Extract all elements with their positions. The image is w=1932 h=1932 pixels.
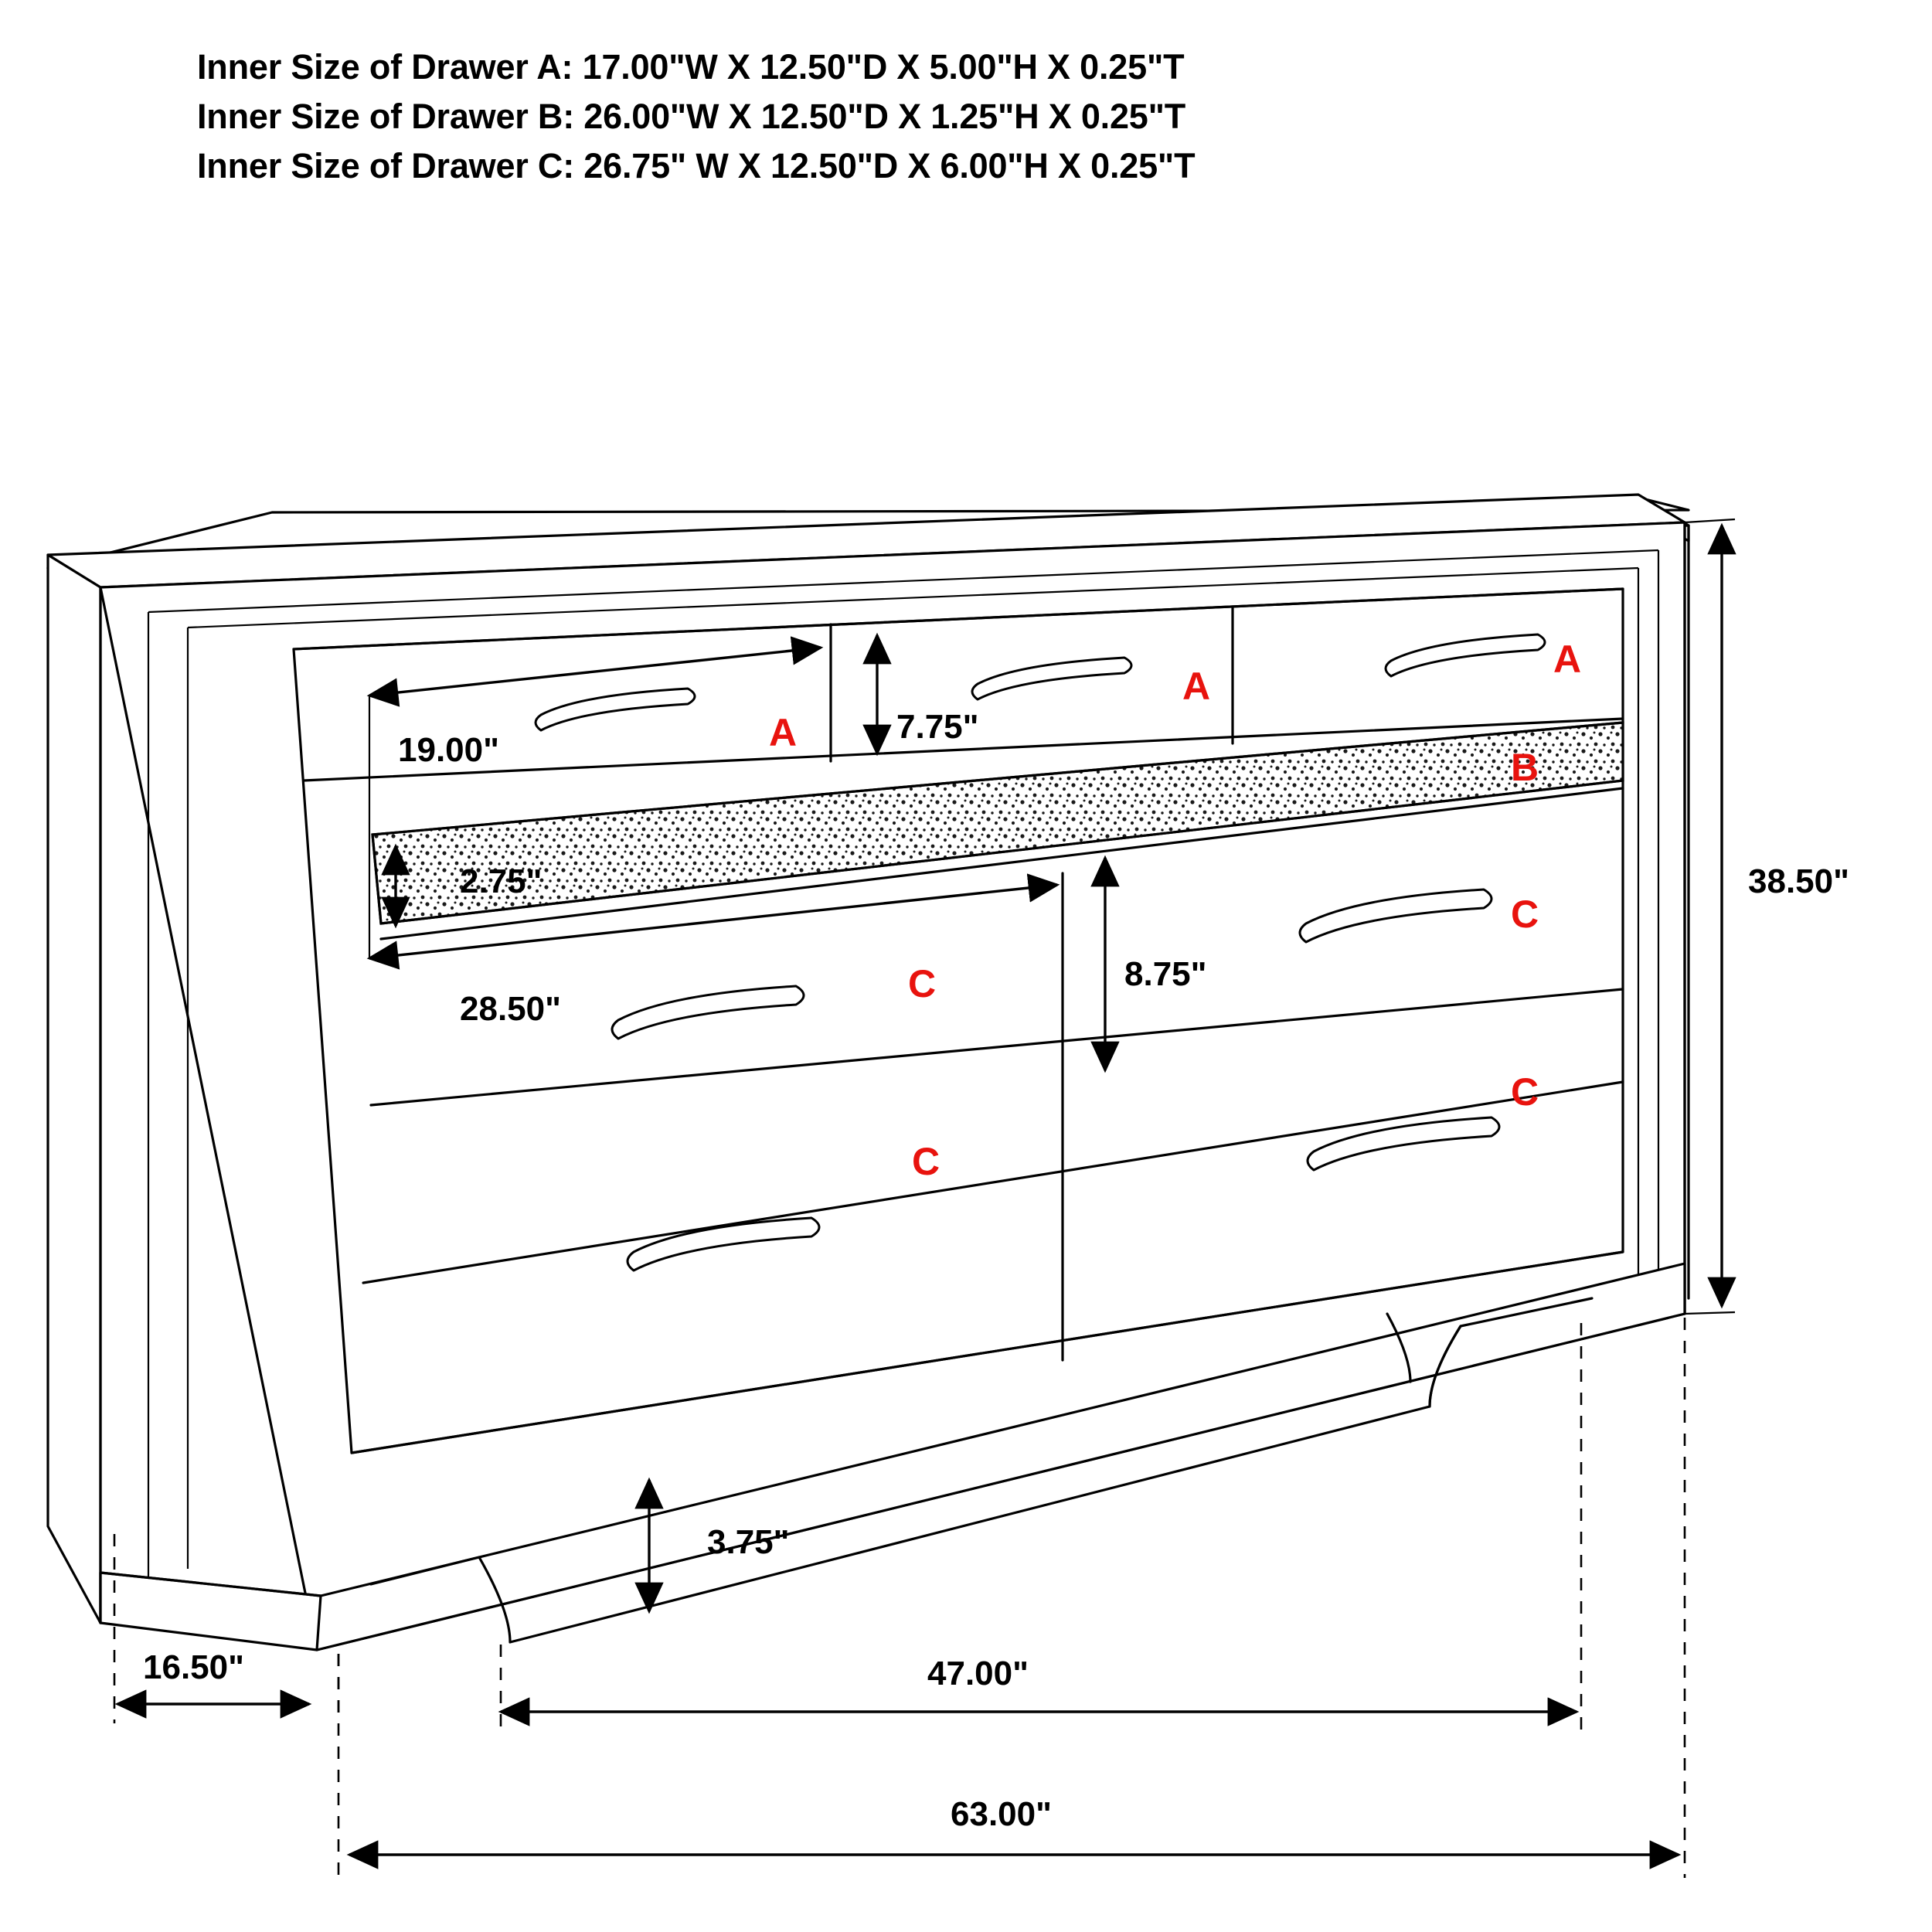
dim-base-clearance: 3.75" bbox=[707, 1523, 790, 1561]
spec-line-drawer-c: Inner Size of Drawer C: 26.75" W X 12.50"D X 6.00"H X 0.25"T bbox=[197, 145, 1196, 185]
label-drawer-c1: C bbox=[1511, 893, 1539, 936]
label-drawer-a2: A bbox=[1182, 665, 1211, 708]
label-drawer-b1: B bbox=[1511, 746, 1539, 789]
label-drawer-a3: A bbox=[1553, 638, 1582, 681]
label-drawer-c2: C bbox=[908, 962, 937, 1005]
spec-line-drawer-b: Inner Size of Drawer B: 26.00"W X 12.50"D X 1.25"H X 0.25"T bbox=[197, 96, 1186, 136]
dim-drawer-c-height: 8.75" bbox=[1124, 955, 1207, 993]
dim-inner-width: 47.00" bbox=[927, 1655, 1029, 1692]
dim-drawer-a-height: 7.75" bbox=[896, 708, 979, 746]
label-drawer-c4: C bbox=[912, 1140, 940, 1183]
dim-depth: 16.50" bbox=[143, 1648, 244, 1686]
dim-total-height: 38.50" bbox=[1748, 862, 1849, 900]
dim-drawer-b-height: 2.75" bbox=[460, 862, 543, 900]
label-drawer-a1: A bbox=[769, 711, 798, 754]
spec-line-drawer-a: Inner Size of Drawer A: 17.00"W X 12.50"D X 5.00"H X 0.25"T bbox=[197, 47, 1185, 87]
dim-drawer-c-width: 28.50" bbox=[460, 990, 561, 1028]
dim-drawer-a-width: 19.00" bbox=[398, 731, 499, 769]
dim-total-width: 63.00" bbox=[951, 1795, 1052, 1833]
label-drawer-c3: C bbox=[1511, 1070, 1539, 1114]
